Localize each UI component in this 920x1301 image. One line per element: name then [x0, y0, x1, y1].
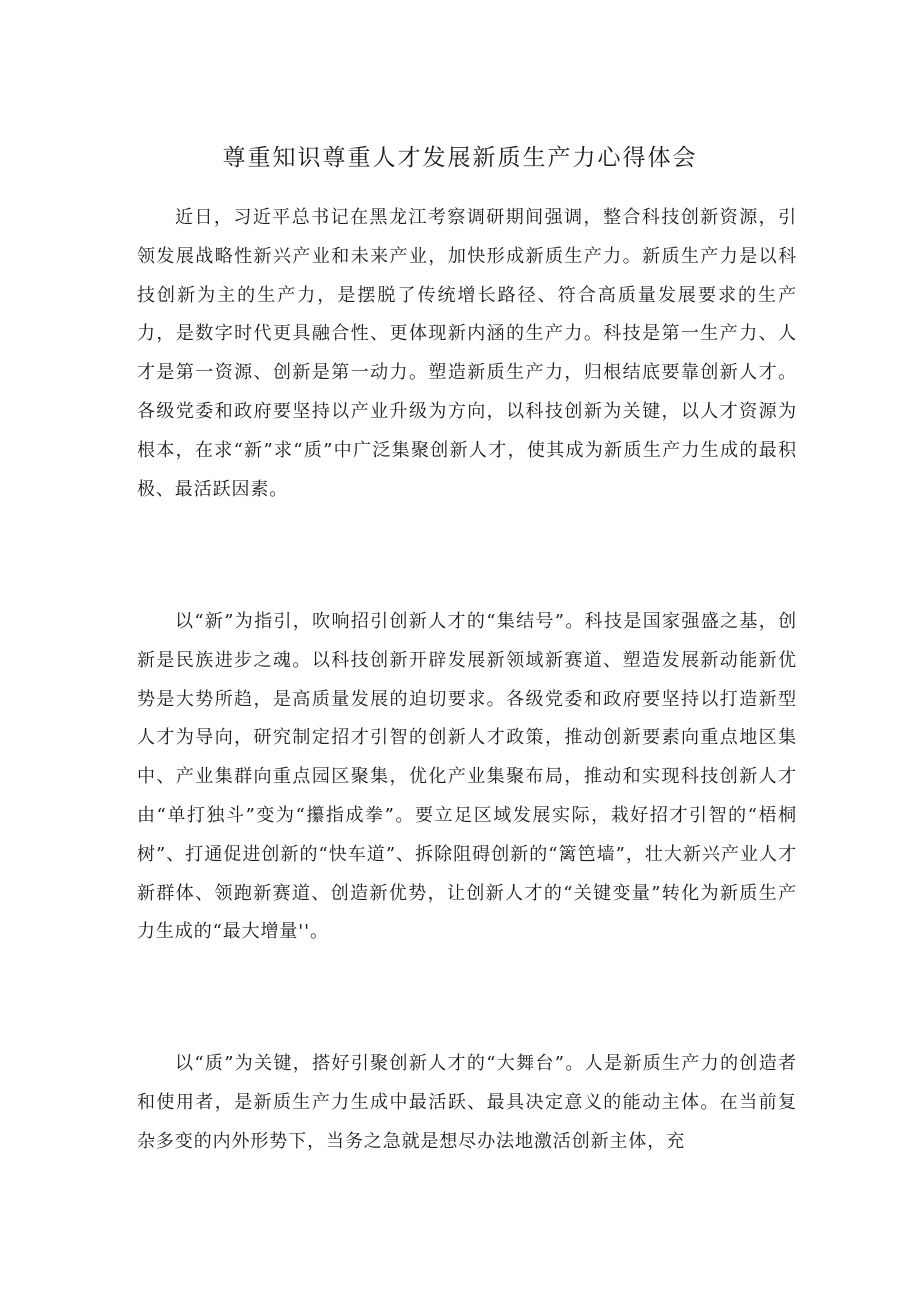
document-title: 尊重知识尊重人才发展新质生产力心得体会	[222, 145, 698, 171]
paragraph-3: 以“质”为关键，搭好引聚创新人才的“大舞台”。人是新质生产力的创造者和使用者，是新质生产力生成中最活跃、最具决定意义的能动主体。在当前复杂多变的内外形势下，当务之急就是想尽办法地激活创新主体，充	[137, 1053, 797, 1152]
paragraph-1: 近日，习近平总书记在黑龙江考察调研期间强调，整合科技创新资源，引领发展战略性新兴产业和未来产业，加快形成新质生产力。新质生产力是以科技创新为主的生产力，是摆脱了传统增长路径、符合高质量发展要求的生产力，是数字时代更具融合性、更体现新内涵的生产力。科技是第一生产力、人才是第一资源、创新是第一动力。塑造新质生产力，归根结底要靠创新人才。各级党委和政府要坚持以产业升级为方向，以科技创新为关键，以人才资源为根本，在求“新”求“质”中广泛集聚创新人才，使其成为新质生产力生成的最积极、最活跃因素。	[137, 207, 797, 500]
paragraph-2: 以“新”为指引，吹响招引创新人才的“集结号”。科技是国家强盛之基，创新是民族进步之魂。以科技创新开辟发展新领域新赛道、塑造发展新动能新优势是大势所趋，是高质量发展的迫切要求。各级党委和政府要坚持以打造新型人才为导向，研究制定招才引智的创新人才政策，推动创新要素向重点地区集中、产业集群向重点园区聚集，优化产业集聚布局，推动和实现科技创新人才由“单打独斗”变为“攥指成拳”。要立足区域发展实际，栽好招才引智的“梧桐树”、打通促进创新的“快车道”、拆除阻碍创新的“篱笆墙”，壮大新兴产业人才新群体、领跑新赛道、创造新优势，让创新人才的“关键变量”转化为新质生产力生成的“最大增量''。	[137, 611, 797, 943]
